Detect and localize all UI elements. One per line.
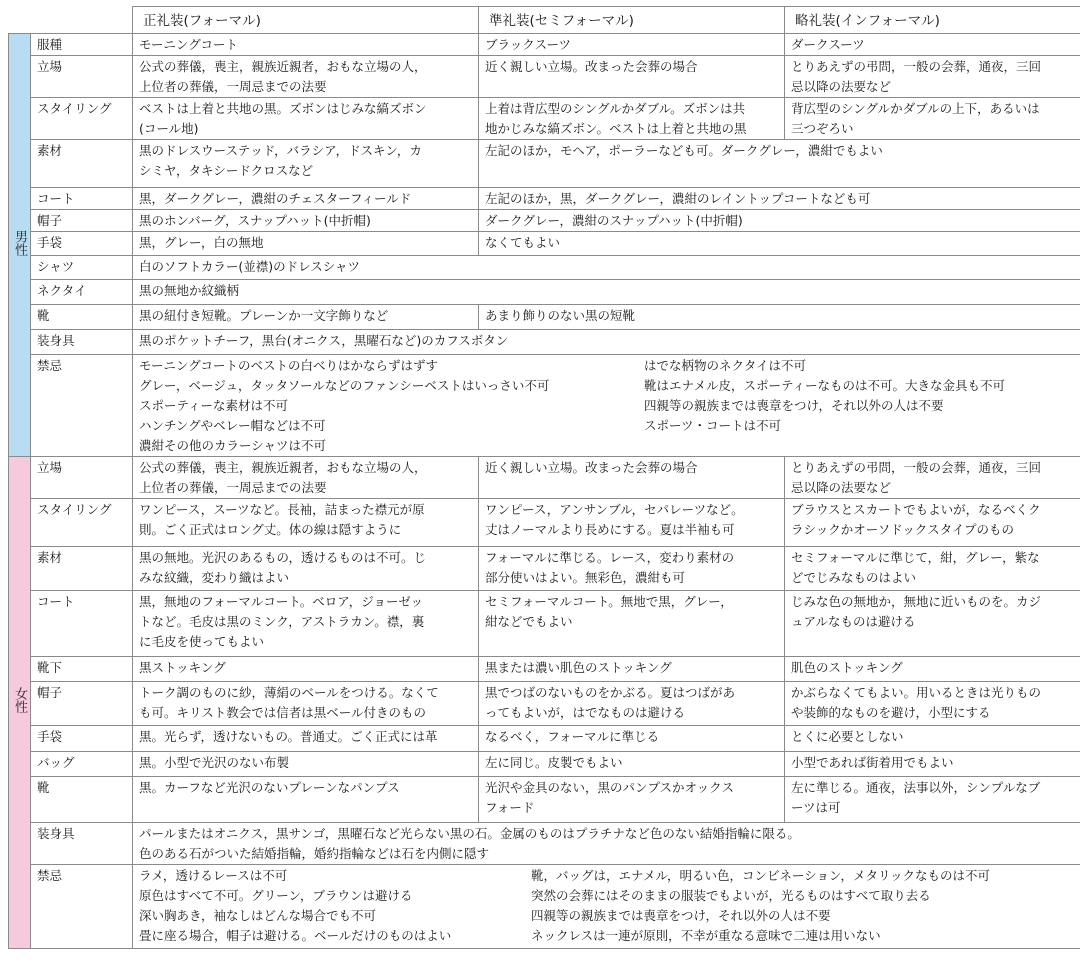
- cell: 黒のホンバーグ，スナップハット(中折帽): [133, 210, 479, 232]
- header-formal: 正礼装(フォーマル): [133, 7, 479, 34]
- row-label: 靴: [31, 305, 133, 330]
- row-label: 服種: [31, 34, 133, 56]
- cell-merged: 左記のほか，黒，ダークグレー，濃紺のレイントップコートなども可: [479, 188, 1080, 210]
- cell: 光沢や金具のない，黒のパンプスかオックス フォード: [479, 777, 785, 823]
- header-blank: [9, 7, 133, 34]
- kinki-right-col: はでな柄物のネクタイは不可 靴はエナメル皮，スポーティーなものは不可。大きな金具も不可 四親等の親族までは喪章をつけ，それ以外の人は不要 スポーツ・コートは不可: [644, 358, 1006, 433]
- row-label: 素材: [31, 140, 133, 188]
- cell: 黒の紐付き短靴。プレーンか一文字飾りなど: [133, 305, 479, 330]
- cell: 上着は背広型のシングルかダブル。ズボンは共 地かじみな縞ズボン。ベストは上着と共地の黒: [479, 98, 785, 140]
- cell: 小型であれば街着用でもよい: [785, 752, 1080, 777]
- cell: 黒，グレー，白の無地: [133, 232, 479, 256]
- cell: モーニングコート: [133, 34, 479, 56]
- cell: ワンピース，スーツなど。長袖，詰まった襟元が原 則。ごく正式はロング丈。体の線は隠すように: [133, 499, 479, 547]
- cell: じみな色の無地か，無地に近いものを。カジ ュアルなものは避ける: [785, 591, 1080, 657]
- cell: 黒，無地のフォーマルコート。ベロア，ジョーゼッ トなど。毛皮は黒のミンク，アストラカン。襟，裏 に毛皮を使ってもよい: [133, 591, 479, 657]
- row-label: ネクタイ: [31, 280, 133, 305]
- funeral-dress-code-table: [8, 6, 1080, 949]
- female-row-kutsushita: [9, 657, 1080, 682]
- row-label: 禁忌: [31, 865, 133, 949]
- cell: 黒または濃い肌色のストッキング: [479, 657, 785, 682]
- female-row-soshingu: [9, 823, 1080, 865]
- female-row-kutsu: [9, 777, 1080, 823]
- row-label: 立場: [31, 457, 133, 499]
- male-row-styling: [9, 98, 1080, 140]
- cell: 黒ストッキング: [133, 657, 479, 682]
- male-row-shirt: [9, 256, 1080, 280]
- row-label: コート: [31, 188, 133, 210]
- male-row-sozai: [9, 140, 1080, 188]
- female-section-label: 女性: [9, 457, 31, 949]
- row-label: 靴: [31, 777, 133, 823]
- header-informal: 略礼装(インフォーマル): [785, 7, 1080, 34]
- male-row-kutsu: [9, 305, 1080, 330]
- cell-merged: パールまたはオニクス，黒サンゴ，黒曜石など光らない黒の石。金属のものはプラチナなど色のない結婚指輪に限る。 色のある石がついた結婚指輪，婚約指輪などは石を内側に隠す: [133, 823, 1080, 865]
- cell-merged: [133, 865, 1080, 949]
- cell: トーク調のものに紗，薄絹のベールをつける。なくて も可。キリスト教会では信者は黒ベール付きのもの: [133, 682, 479, 726]
- cell: 背広型のシングルかダブルの上下，あるいは 三つぞろい: [785, 98, 1080, 140]
- cell: ブラックスーツ: [479, 34, 785, 56]
- header-semiformal: 準礼装(セミフォーマル): [479, 7, 785, 34]
- female-row-tebukuro: [9, 726, 1080, 752]
- cell-merged: 左記のほか，モヘア，ポーラーなども可。ダークグレー，濃紺でもよい: [479, 140, 1080, 188]
- cell: なるべく，フォーマルに準じる: [479, 726, 785, 752]
- male-section-label: 男性: [9, 34, 31, 457]
- cell: 黒のドレスウーステッド，バラシア，ドスキン，カ シミヤ，タキシードクロスなど: [133, 140, 479, 188]
- cell: 黒。小型で光沢のない布製: [133, 752, 479, 777]
- cell: 黒でつばのないものをかぶる。夏はつばがあ ってもよいが，はでなものは避ける: [479, 682, 785, 726]
- male-row-tachiba: [9, 56, 1080, 98]
- cell: セミフォーマルコート。無地で黒，グレー， 紺などでもよい: [479, 591, 785, 657]
- male-row-kinki: [9, 355, 1080, 457]
- row-label: コート: [31, 591, 133, 657]
- cell: ベストは上着と共地の黒。ズボンはじみな縞ズボン (コール地): [133, 98, 479, 140]
- female-row-kinki: [9, 865, 1080, 949]
- kinki-left-col: モーニングコートのベストの白べりはかならずはずす グレー，ベージュ，タッタソールなどのファンシーベストはいっさい不可 スポーティーな素材は不可 ハンチングやベレー帽などは不可 濃紺その他のカラーシャツは不可: [139, 358, 550, 453]
- kinki-left-col: ラメ，透けるレースは不可 原色はすべて不可。グリーン，ブラウンは避ける 深い胸あき，袖なしはどんな場合でも不可 畳に座る場合，帽子は避ける。ベールだけのものはよい: [139, 868, 452, 943]
- row-label: 靴下: [31, 657, 133, 682]
- cell: 近く親しい立場。改まった会葬の場合: [479, 457, 785, 499]
- row-label: 手袋: [31, 232, 133, 256]
- female-row-coat: [9, 591, 1080, 657]
- cell-merged: 黒の無地か紋織柄: [133, 280, 1080, 305]
- cell: ダークスーツ: [785, 34, 1080, 56]
- cell: 黒。カーフなど光沢のないプレーンなパンプス: [133, 777, 479, 823]
- row-label: 帽子: [31, 210, 133, 232]
- cell-merged: 黒のポケットチーフ，黒台(オニクス，黒曜石など)のカフスボタン: [133, 330, 1080, 355]
- row-label: 手袋: [31, 726, 133, 752]
- cell: セミフォーマルに準じて，紺，グレー，紫な どでじみなものはよい: [785, 547, 1080, 591]
- cell: 黒，ダークグレー，濃紺のチェスターフィールド: [133, 188, 479, 210]
- cell: 黒の無地。光沢のあるもの，透けるものは不可。じ みな紋織，変わり織はよい: [133, 547, 479, 591]
- cell: 黒。光らず，透けないもの。普通丈。ごく正式には革: [133, 726, 479, 752]
- female-row-styling: [9, 499, 1080, 547]
- cell-merged: あまり飾りのない黒の短靴: [479, 305, 1080, 330]
- cell: 肌色のストッキング: [785, 657, 1080, 682]
- cell: 公式の葬儀，喪主，親族近親者，おもな立場の人， 上位者の葬儀，一周忌までの法要: [133, 56, 479, 98]
- male-row-coat: [9, 188, 1080, 210]
- cell-merged: 白のソフトカラー(並襟)のドレスシャツ: [133, 256, 1080, 280]
- cell: 左に準じる。通夜，法事以外，シンプルなブ ーツは可: [785, 777, 1080, 823]
- row-label: 素材: [31, 547, 133, 591]
- male-row-necktie: [9, 280, 1080, 305]
- male-row-boshi: [9, 210, 1080, 232]
- cell-merged: [133, 355, 1080, 457]
- cell-merged: ダークグレー，濃紺のスナップハット(中折帽): [479, 210, 1080, 232]
- row-label: スタイリング: [31, 98, 133, 140]
- row-label: 装身具: [31, 330, 133, 355]
- cell: フォーマルに準じる。レース，変わり素材の 部分使いはよい。無彩色，濃紺も可: [479, 547, 785, 591]
- cell: 左に同じ。皮製でもよい: [479, 752, 785, 777]
- row-label: シャツ: [31, 256, 133, 280]
- cell: 公式の葬儀，喪主，親族近親者，おもな立場の人， 上位者の葬儀，一周忌までの法要: [133, 457, 479, 499]
- female-row-sozai: [9, 547, 1080, 591]
- kinki-right-col: 靴，バッグは，エナメル，明るい色，コンビネーション，メタリックなものは不可 突然の会葬にはそのままの服装でもよいが，光るものはすべて取り去る 四親等の親族までは喪章をつけ，それ以外の人は不要 ネックレスは一連が原則，不幸が重なる意味で二連は用いない: [531, 868, 991, 943]
- cell: ブラウスとスカートでもよいが，なるべくク ラシックかオーソドックスタイプのもの: [785, 499, 1080, 547]
- header-row: [9, 7, 1080, 34]
- row-label: 禁忌: [31, 355, 133, 457]
- cell-merged: なくてもよい: [479, 232, 1080, 256]
- cell: ワンピース，アンサンブル，セパレーツなど。 丈はノーマルより長めにする。夏は半袖も可: [479, 499, 785, 547]
- cell: とくに必要としない: [785, 726, 1080, 752]
- female-row-tachiba: [9, 457, 1080, 499]
- cell: とりあえずの弔問，一般の会葬，通夜，三回 忌以降の法要など: [785, 457, 1080, 499]
- row-label: 装身具: [31, 823, 133, 865]
- female-row-bag: [9, 752, 1080, 777]
- male-row-fukushu: [9, 34, 1080, 56]
- cell: かぶらなくてもよい。用いるときは光りもの や装飾的なものを避け，小型にする: [785, 682, 1080, 726]
- male-row-soshingu: [9, 330, 1080, 355]
- cell: 近く親しい立場。改まった会葬の場合: [479, 56, 785, 98]
- row-label: 帽子: [31, 682, 133, 726]
- female-row-boshi: [9, 682, 1080, 726]
- cell: とりあえずの弔問，一般の会葬，通夜，三回 忌以降の法要など: [785, 56, 1080, 98]
- row-label: バッグ: [31, 752, 133, 777]
- row-label: スタイリング: [31, 499, 133, 547]
- row-label: 立場: [31, 56, 133, 98]
- male-row-tebukuro: [9, 232, 1080, 256]
